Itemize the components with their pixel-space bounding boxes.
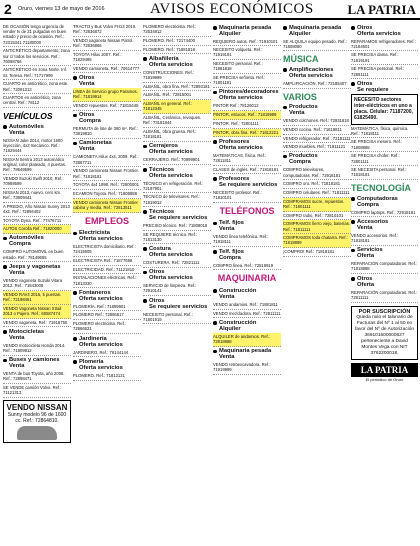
classified-ad: VENDO refrigerador. Ref.: 72181111: [283, 135, 351, 144]
category-otros-req: Otros: [143, 296, 211, 304]
category-type: Se requiere servicios: [219, 181, 278, 188]
category-otros-2: Otros: [351, 274, 418, 282]
category-profesores-req: Profesores: [213, 174, 281, 182]
category-maquinaria: Maquinaria pesada: [213, 23, 281, 31]
ads-list: [73, 243, 141, 288]
category-type: Oferta servicios: [149, 172, 193, 179]
classified-ad: PINTOR, obra fina. Ref.: 71812221: [213, 129, 281, 138]
category-type: Compra: [219, 254, 241, 261]
ads-list: [351, 289, 418, 303]
ads-list: [3, 248, 71, 262]
classified-ad: SE ALQUILA equipo pesado. Ref.: 71808080: [283, 38, 351, 52]
classified-ad: COMPRO oro. Ref.: 71818181: [283, 180, 351, 189]
category-construccion: Construcción: [213, 286, 281, 294]
footer-brand-logo: LA PATRIA: [351, 363, 418, 377]
category-type: Oferta servicios: [149, 275, 193, 282]
category-automoviles: Automóviles: [3, 122, 71, 130]
ads-list: [213, 333, 281, 347]
ads-list: [351, 38, 418, 80]
classified-ad: COMPRO radio, Ref.: 72810101: [283, 212, 351, 221]
category-type: Venta: [219, 354, 235, 361]
classified-ad: NECESITO volqueta. Ref.: 71919191: [213, 46, 281, 60]
category-computadoras: Computadoras: [351, 194, 418, 202]
category-otros: Otros: [351, 23, 418, 31]
category-type: Alquiler: [289, 30, 311, 37]
classified-ad: DE OCASIÓN tengo urgencia de vender tv de 21 pulgadas en buen estado y precio de ocasión. Ref.: 72315341 71180000: [3, 23, 71, 47]
category-otros: Otros: [73, 73, 141, 81]
classified-ad: ALBAÑIL. Ref.: 72815001: [143, 91, 211, 100]
category-type: Venta: [357, 224, 373, 231]
classified-ad: TÉCNICO en refrigeración. Ref.: 72197901: [143, 180, 211, 194]
category-servicios: Servicios: [351, 246, 418, 254]
classified-ad: COMPRO televisores, computadoras. Ref.: 72918181: [283, 166, 351, 180]
classified-ad: REQUIERO autos. Ref.: 71910101: [213, 38, 281, 47]
classified-ad: CLASES de inglés. Ref.: 71818181: [213, 166, 281, 175]
classified-ad: A PREDIO, Año Nissan Sunny 2013 4x2. Ref.: 72894402: [3, 203, 71, 217]
ads-list: [3, 370, 71, 398]
classified-ad: VENDO andamios. Ref.: 71881811: [213, 301, 281, 310]
classified-ad: PLOMERO. Ref.: 71881818: [143, 46, 211, 55]
section-empleos: EMPLEOS: [84, 215, 129, 226]
ads-list: [213, 301, 281, 318]
classified-ad: VENDO RAV4 2015, 5 puertas. Ref.: 72198461: [3, 291, 71, 305]
ads-list: [73, 303, 141, 334]
column-4: [213, 23, 281, 541]
ads-list: [143, 259, 211, 268]
category-electricista: Electricista: [73, 229, 141, 237]
category-automoviles-compra: Automóviles: [3, 234, 71, 242]
category-profesores: Profesores: [213, 137, 281, 145]
ads-list: [351, 260, 418, 274]
section-title: AVISOS ECONÓMICOS: [150, 1, 314, 17]
classified-ad: NISSAN 2013, nuevo, cero km. Ref.: 73909441: [3, 189, 71, 203]
ads-list: [73, 125, 141, 139]
classified-ad: SE PRECISA chofer. Ref.: 72801111: [351, 152, 418, 166]
classified-ad: SERVICIO de limpieza. Ref.: 72910141: [143, 282, 211, 296]
category-telf: Telf. fijos: [213, 219, 281, 227]
classified-ad: PLOMERO. Ref.: 72174400: [143, 37, 211, 46]
nissan-ad-desc: Sunny modelo 96 de 1600 cc. Ref.: 72864810.: [7, 412, 67, 425]
category-tecnicos: Técnicos: [143, 165, 211, 173]
classified-ad: VENDO vagoneta. Ref.: 71918750: [3, 319, 71, 328]
ads-list: [351, 209, 418, 218]
category-plomeria: Plomería: [73, 357, 141, 365]
classified-ad: PLOMERO electricista. Ref.: 72866621: [73, 320, 141, 334]
category-type: Oferta servicios: [219, 144, 263, 151]
classified-ad: VENDO motocicleta Honda 2014. Ref.: 71909912: [3, 342, 71, 356]
ads-list: [143, 156, 211, 165]
category-type: Oferta servicios: [289, 72, 333, 79]
classified-ad: COMPRAMOS toda chatarra. Ref.: 71818899: [283, 234, 351, 248]
category-type: Oferta: [357, 281, 375, 288]
category-type: Venta: [9, 269, 25, 276]
category-otros: Otros: [143, 268, 211, 276]
ads-list: [283, 80, 351, 89]
classified-ad: PERMUTA de lote de 360 m². Ref.: 73819810: [73, 125, 141, 139]
classified-ad: COMPRAMOS fierro viejo, baterías. Ref.: 71811111: [283, 220, 351, 234]
category-type: Venta: [219, 226, 235, 233]
classified-ad: SE NECESITA personal. Ref.: 71818181: [351, 166, 418, 180]
classified-ad: REPARACIÓN computadoras. Ref.: 71818888: [351, 260, 418, 274]
column-3: [143, 23, 211, 541]
ads-list: [73, 153, 141, 212]
category-amplificaciones: Amplificaciones: [283, 65, 351, 73]
classified-ad: VENDO repuestos. Ref.: 71815445: [73, 102, 141, 111]
category-productos: Productos: [283, 103, 351, 111]
classified-ad: INSTALACIONES eléctricas. Ref.: 71813330: [73, 274, 141, 288]
car-image: [17, 426, 57, 440]
category-construccion-alq: Construcción: [213, 318, 281, 326]
classified-ad: CAMIONETA Hilux 4x4, 2009. Ref.: 72867711: [73, 153, 141, 167]
classified-ad: VENDO camioneta. Ref.: 70614777: [73, 65, 141, 74]
category-type: Compra: [357, 201, 379, 208]
classified-ad: ELECTRICISTA domiciliario. Ref.: 72415605: [73, 243, 141, 257]
category-type: Oferta servicios: [149, 149, 193, 156]
category-type: Oferta servicios: [79, 364, 123, 371]
column-1: [3, 23, 71, 541]
classified-ad: PINTOR. Ref.: 72801111: [213, 120, 281, 129]
classified-ad: PLOMERO Ref.: 72866617: [73, 311, 141, 320]
classified-ad: SE PRECISA personal. Ref.: 72891111: [351, 65, 418, 79]
category-type: Venta: [9, 363, 25, 370]
ads-list: [283, 166, 351, 256]
classified-ad: TRACTO y Bus Volvo FH13 2010. Ref.: 72836872: [73, 23, 141, 37]
classified-ad: ANTICRÉTICO departamento, zona sur c/ todos los servicios. Ref.: 76098766: [3, 47, 71, 66]
ads-list: [143, 311, 211, 325]
classified-ad: ANTICRÉTICO en zona Norte. Inf. Sr. Teresa. Ref.: 71717999: [3, 66, 71, 80]
classified-ad: NECESITO personal. Ref.: 71881818: [213, 60, 281, 74]
section-musica: MÚSICA: [283, 54, 319, 65]
ads-list: [213, 189, 281, 203]
classified-ad: ELECTRICISTA Ref.: 71877698: [73, 257, 141, 266]
category-type: Oferta servicios: [219, 95, 263, 102]
category-camionetas: Camionetas: [73, 139, 141, 147]
ads-list: [351, 125, 418, 181]
classified-ad: CUARTOS en anticrético, zona central. Ref.: 78112: [3, 94, 71, 108]
classified-ad: VENDO vagoneta Suzuki Vitara 2012. Ref.: 71843008: [3, 277, 71, 291]
section-telefonos: TELÉFONOS: [219, 205, 275, 216]
page-number: 2: [4, 1, 12, 17]
classified-ad: CONSTRUCCIONES. Ref.: 71819999: [143, 69, 211, 83]
classified-ad: MATEMÁTICAS, física. Ref.: 72811811: [213, 152, 281, 166]
category-type: Compra: [289, 159, 311, 166]
ads-list: [3, 23, 71, 108]
category-type: Se requiere servicios: [149, 303, 208, 310]
category-accesorios: Accesorios: [351, 217, 418, 225]
classified-ad: JARDINERO. Ref.: 76144144: [73, 349, 141, 358]
classified-ad: NISSAN Sentra 2013 automático original, color plateado, 4 puertas. Ref.: 78649599: [3, 156, 71, 175]
page-date: Oruro, viernes 13 de mayo de 2016: [18, 6, 105, 12]
category-type: Se requiere: [357, 86, 389, 93]
category-buses: Buses y camiones: [3, 356, 71, 364]
category-costura: Costura: [143, 244, 211, 252]
category-type: Venta: [9, 129, 25, 136]
classified-ad: AMPLIFICACIÓN. Ref.: 72185407: [283, 80, 351, 89]
ads-list: [143, 282, 211, 296]
classified-ad: VENDO Vagoneta Nissan Xtrail 2013 o Pajero. Ref.: 60587474: [3, 305, 71, 319]
category-type: Alquiler: [219, 30, 241, 37]
nissan-ad-box: [3, 400, 71, 443]
classified-ad: COMPRO AUTOMÓVIL en buen estado. Ref.: 78149655: [3, 248, 71, 262]
category-type: Venta: [79, 146, 95, 153]
classified-ad: PLOMERO electricista. Ref.: 72534812: [143, 23, 211, 37]
category-type: Oferta servicios: [79, 295, 123, 302]
ads-list: [3, 137, 71, 234]
subscription-text: Queda nulo el talonario de Facturas del Nº 1 al 50 en favor del Nº de Autorización 369101600000627 perteneciente a David Montes Vega con NIT 3762200018.: [354, 314, 415, 356]
ads-list: [213, 361, 281, 375]
classified-ad: VENDO línea telefónica. Ref.: 71818111: [213, 233, 281, 247]
classified-ad: CERRAJERO. Ref.: 70999901: [143, 156, 211, 165]
ads-list: [283, 38, 351, 52]
category-type: Oferta servicios: [149, 61, 193, 68]
classified-ad: LINEA de Servicio grupo Paramos. Ref.: 71819914: [73, 88, 141, 102]
category-fontaneros: Fontaneros: [73, 288, 141, 296]
classified-ad: ALBAÑIL, Cerámica, revoques. Ref.: 73181844: [143, 114, 211, 128]
category-telf-compra: Telf. fijos: [213, 247, 281, 255]
category-maquinaria: Maquinaria pesada: [283, 23, 351, 31]
classified-ad: COMPRO laptops. Ref.: 72918181: [351, 209, 418, 218]
category-type: Oferta servicios: [149, 251, 193, 258]
classified-ad: TOYOTA Dyna. Ref.: 77476711: [3, 217, 71, 226]
classified-ad: TOYOTA Hilux 2007. Ref.: 71829485: [73, 51, 141, 65]
category-jardineria: Jardinería: [73, 334, 141, 342]
classified-ad: ¡COMPRO! Ref.: 71818181: [283, 248, 351, 257]
classified-ad: PLOMERO. Ref.: 71812121: [73, 372, 141, 381]
classified-ad: VENTA de bus Toyota, año 2008. Ref.: 72898471: [3, 370, 71, 384]
category-type: Oferta: [357, 253, 375, 260]
classified-ad: COMPRO línea. Ref.: 72818919: [213, 262, 281, 271]
category-type: Venta: [79, 80, 95, 87]
classified-ad: AUTOS Corolla Ref.: 71820000: [3, 225, 71, 234]
necesito-ad-box: NECESITO sectores inter-eléctricos en uno a placa. Celular: 71187200, 61825490.: [351, 94, 418, 125]
classified-ad: MATEMÁTICA, física, química. Ref.: 71818111: [351, 125, 418, 139]
page-header: [0, 0, 420, 20]
category-pintores: Pintores/decoradores: [213, 88, 281, 96]
ads-list: [351, 232, 418, 246]
category-tecnicos-req: Técnicos: [143, 207, 211, 215]
category-otros-compra: Otros: [73, 111, 141, 119]
classified-ad: ECAMION Toyota. Ref.: 71808888: [73, 190, 141, 199]
classified-ad: NECESITO personal. Ref.: 71801919: [143, 311, 211, 325]
classified-ad: CUARTO en anticrético, zona este. Ref.: 72091313: [3, 80, 71, 94]
classified-ad: SE REQUIERE técnico. Ref.: 71813130: [143, 231, 211, 245]
category-jeeps: Jeeps y vagonetas: [3, 262, 71, 270]
category-type: Alquiler: [219, 325, 241, 332]
classified-ad: PRECISO técnico. Ref.: 71808018: [143, 222, 211, 231]
category-type: Compra: [9, 241, 31, 248]
classified-ad: VENDO camioneta Nissan Frontier. Ref.: 71818181: [73, 167, 141, 181]
classified-ad: VENDO vagoneta Nissan Patrol. Ref.: 72836866: [73, 37, 141, 51]
classified-ad: TÉCNICO de televisores. Ref.: 71819012: [143, 193, 211, 207]
category-type: Se requiere servicios: [149, 214, 208, 221]
ads-list: [143, 222, 211, 245]
ads-list: [213, 102, 281, 137]
ads-list: [3, 277, 71, 327]
category-otros-req: Otros: [351, 79, 418, 87]
ads-list: [213, 233, 281, 247]
column-2: [73, 23, 141, 541]
classified-ad: ALBAÑIL, obra fina. Ref.: 72893181: [143, 83, 211, 92]
classified-ad: REPARAMOS refrigeradores. Ref.: 72184601: [351, 38, 418, 52]
subscription-box: [351, 306, 418, 360]
classified-ad: TOYOTA 4x4 1998. Ref.: 72800001: [73, 181, 141, 190]
classified-ad: PINTOR, estucos. Ref.: 71819999: [213, 111, 281, 120]
ads-list: [213, 262, 281, 271]
category-type: Compra: [79, 118, 101, 125]
category-type: Venta: [219, 293, 235, 300]
ads-list: [73, 23, 141, 73]
nissan-ad-title: VENDO NISSAN: [6, 403, 68, 413]
classified-ad: VENDO cocina. Ref.: 71819811: [283, 126, 351, 135]
category-albanileria: Albañilería: [143, 54, 211, 62]
classified-ad: PINTOR Ref.: 78126012: [213, 102, 281, 111]
column-6: [351, 23, 418, 541]
footer-tagline: El periódico de Oruro: [365, 376, 404, 382]
classified-ad: SE PRECISA dama. Ref.: 71819191: [351, 51, 418, 65]
classified-ad: VENDO muebles. Ref.: 71811121: [283, 143, 351, 152]
ads-list: [143, 180, 211, 208]
ads-list: [213, 152, 281, 175]
classified-ad: SE PRECISA señorita. Ref.: 71801191: [213, 74, 281, 88]
classified-ad: SE VENDE camión Volvo. Ref.: 71121313: [3, 384, 71, 398]
section-tecnologia: TECNOLOGÍA: [351, 183, 411, 194]
classified-ad: VENDO colchones. Ref.: 72931818: [283, 117, 351, 126]
classified-ad: VENDO Suzuki Swift 2010, Ref.: 70989599: [3, 175, 71, 189]
category-type: Oferta servicios: [79, 341, 123, 348]
category-type: Venta: [9, 334, 25, 341]
classified-ad: VENDO camioneta Nissan Frontier cabina y media. Ref.: 72813511: [73, 199, 141, 213]
classified-ad: NISSAN Juke 2014, motor 1600 inyección, 4x2 mecánico. Ref.: 71829444: [3, 137, 71, 156]
section-maquinaria: MAQUINARIA: [217, 273, 277, 284]
classified-ad: COMPRAMOS sucre, repuestos. Ref.: 71801111: [283, 198, 351, 212]
classified-ad: VENDO mezcladora. Ref.: 72811111: [213, 310, 281, 319]
classified-ad: COMPRO celulares. Ref.: 71811111: [283, 189, 351, 198]
ads-list: [283, 117, 351, 152]
classified-ad: PLOMERÍA. Ref.: 71889901: [73, 303, 141, 312]
classified-ad: ALBAÑIL, obra gruesa. Ref.: 71818181: [143, 128, 211, 142]
classified-ad: NECESITO profesor. Ref.: 71810101: [213, 189, 281, 203]
classified-ad: COSTURERA. Ref.: 72821111: [143, 259, 211, 268]
ads-list: [73, 372, 141, 381]
ads-list: [3, 342, 71, 356]
category-type: Venta: [289, 110, 305, 117]
category-cerrajeros: Cerrajeros: [143, 142, 211, 150]
section-vehiculos: VEHÍCULOS: [3, 111, 53, 122]
classified-ad: SE PRECISA mesero. Ref.: 71808888: [351, 138, 418, 152]
ads-list: [73, 349, 141, 358]
ads-list: [213, 38, 281, 88]
classified-ad: VENDO accesorios. Ref.: 71818181: [351, 232, 418, 246]
ads-list: [143, 69, 211, 142]
column-5: [283, 23, 351, 541]
classified-ad: REPARACIÓN computadoras. Ref.: 72811111: [351, 289, 418, 303]
section-varios: VARIOS: [283, 91, 317, 102]
classified-ad: ALBAÑIL en general. Ref.: 71812345: [143, 100, 211, 114]
category-maquinaria-venta: Maquinaria pesada: [213, 347, 281, 355]
classified-ad: ELECTRICIDAD. Ref.: 71121810: [73, 266, 141, 275]
ads-list: [143, 23, 211, 54]
category-motos: Motocicletas: [3, 327, 71, 335]
category-type: Oferta servicios: [357, 30, 401, 37]
classified-ad: VENDO retroexcavadora. Ref.: 71919999: [213, 361, 281, 375]
brand-logo: LA PATRIA: [347, 2, 416, 17]
subscription-title: POR SUSCRIPCIÓN: [358, 308, 411, 315]
ads-list: [73, 88, 141, 111]
classified-ad: ALQUILER de andamios. Ref.: 72818888: [213, 333, 281, 347]
category-type: Oferta servicios: [79, 236, 123, 243]
category-productos-compra: Productos: [283, 152, 351, 160]
